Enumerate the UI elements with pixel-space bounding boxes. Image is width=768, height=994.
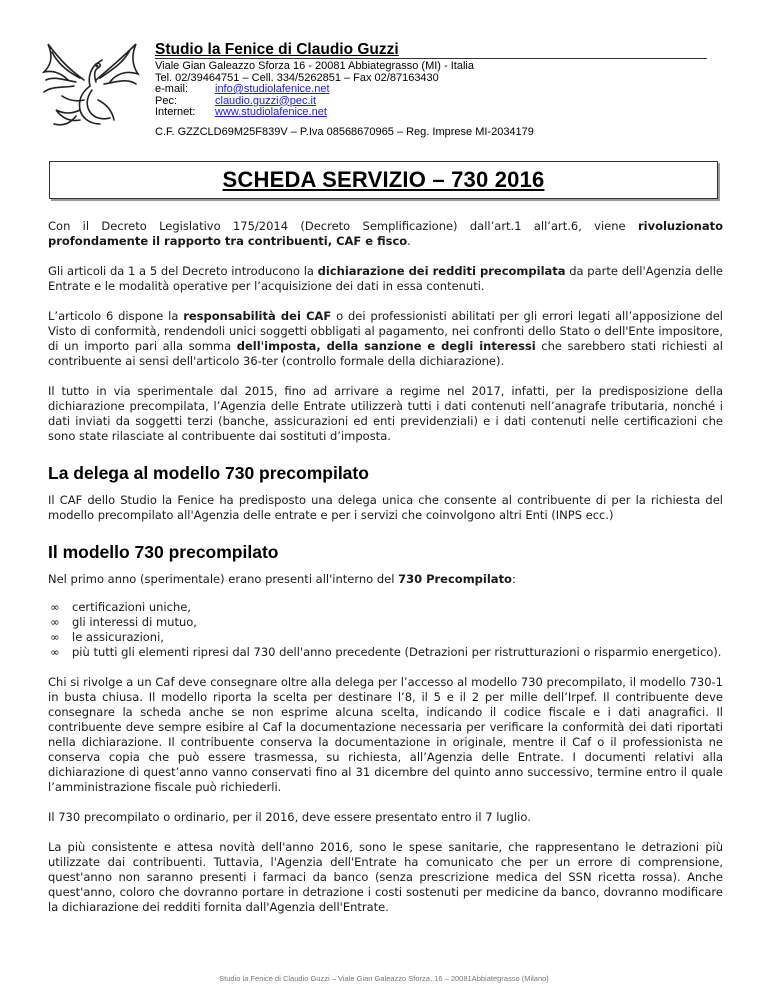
list-item	[48, 630, 723, 645]
list-item	[48, 645, 723, 660]
intro-paragraph-4: Il tutto in via sperimentale dal 2015, fino ad arrivare a regime nel 2017, infatti, per la predisposizione della dichiarazione precompilata, l’Agenzia delle Entrate utilizzerà tutti i dati contenuti nell’anagrafe tributaria, nonché i dati inviati da soggetti terzi (banche, assicurazioni ed enti previdenziali) e i dati contenuti nelle certificazioni che sono state rilasciate al contribuente dai sostituti d’imposta.	[48, 384, 723, 443]
list-lead	[48, 572, 723, 587]
intro-paragraph-2	[48, 264, 723, 294]
internet-label: Internet:	[155, 106, 196, 118]
bold-text: dichiarazione dei redditi precompilata	[317, 264, 566, 278]
list-item-text: gli interessi di mutuo,	[72, 615, 197, 629]
infinity-bullet-icon: ∞	[50, 645, 60, 659]
page-footer: Studio la Fenice di Claudio Guzzi – Viale Gian Galeazzo Sforza, 16 – 20081Abbiategrasso (Milano)	[219, 974, 549, 983]
bold-text: responsabilità dei CAF	[183, 309, 332, 323]
caf-paragraph: Chi si rivolge a un Caf deve consegnare oltre alla delega per l’accesso al modello 730 precompilato, il modello 730-1 in busta chiusa. Il modello riporta la scelta per destinare l’8, il 5 e il 2 per mille dell’Irpef. Il contribuente deve consegnare la scheda anche se non esprime alcuna scelta, indicando il codice fiscale e i dati anagrafici. Il contribuente deve sempre esibire al Caf la documentazione necessaria per verificare la conformità dei dati riportati nella dichiarazione. Il contribuente conserva la documentazione in originale, mentre il Caf o il professionista ne conserva copia che può essere trasmessa, su richiesta, all’Agenzia delle Entrate. I documenti relativi alla dichiarazione di quest’anno vanno conservati fino al 31 dicembre del quinto anno successivo, termine entro il quale l’amministrazione fiscale può richiederli.	[48, 675, 723, 794]
tax-id-line: C.F. GZZCLD69M25F839V – P.Iva 08568670965 – Reg. Imprese MI-2034179	[155, 126, 534, 138]
text-run: :	[511, 572, 516, 586]
document-body	[48, 219, 723, 930]
email-label: e-mail:	[155, 83, 189, 95]
bold-text: dell'imposta, della sanzione e degli interessi	[236, 339, 536, 353]
list-item	[48, 615, 723, 630]
text-run: da parte dell'Agenzia delle Entrate e le modalità operative per l’acquisizione dei dati in essa contenuti.	[48, 264, 723, 293]
text-run: Con il Decreto Legislativo 175/2014 (Decreto Semplificazione) dall’art.1 all’art.6, viene	[48, 219, 638, 233]
email-link[interactable]: info@studiolafenice.net	[215, 83, 330, 95]
spese-sanitarie-paragraph: La più consistente e attesa novità dell'anno 2016, sono le spese sanitarie, che rappresentano le detrazioni più utilizzate dai contribuenti. Tuttavia, l'Agenzia dell'Entrate ha comunicato che per un errore di comprensione, quest'anno non saranno presenti i farmaci da banco (senza prescrizione medica del SSN ricetta rossa). Anche quest'anno, coloro che dovranno portare in detrazione i costi sostenuti per medicine da banco, dovranno modificare la dichiarazione dei redditi fornita dall'Agenzia dell'Entrate.	[48, 840, 723, 914]
address-line: Viale Gian Galeazzo Sforza 16 - 20081 Abbiategrasso (MI) - Italia	[155, 60, 474, 72]
title-box	[49, 161, 718, 199]
infinity-bullet-icon: ∞	[50, 630, 60, 644]
list-item-text: le assicurazioni,	[72, 630, 164, 644]
section-heading-delega: La delega al modello 730 precompilato	[48, 463, 369, 483]
phone-line: Tel. 02/39464751 – Cell. 334/5262851 – Fax 02/87163430	[155, 71, 439, 84]
list-item	[48, 600, 723, 615]
deadline-paragraph: Il 730 precompilato o ordinario, per il 2016, deve essere presentato entro il 7 luglio.	[48, 810, 531, 824]
text-run: Nel primo anno (sperimentale) erano presenti all'interno del	[48, 572, 399, 586]
text-run: che sarebbero stati richiesti al contribuente ai sensi dell'articolo 36-ter (controllo formale della dichiarazione).	[48, 339, 724, 368]
infinity-bullet-icon: ∞	[50, 600, 60, 614]
delega-paragraph: Il CAF dello Studio la Fenice ha predisposto una delega unica che consente al contribuente di per la richiesta del modello precompilato all'Agenzia delle entrate e per i servizi che coinvolgono altri Enti (INPS ecc.)	[48, 493, 723, 522]
header-divider	[155, 58, 707, 59]
bold-text: 730 Precompilato	[398, 572, 512, 586]
section-heading-730: Il modello 730 precompilato	[48, 542, 279, 562]
website-link[interactable]: www.studiolafenice.net	[215, 106, 327, 118]
internet-row	[155, 107, 474, 119]
infinity-bullet-icon: ∞	[50, 615, 60, 629]
bold-text: rivoluzionato profondamente il rapporto tra contribuenti, CAF e fisco	[48, 219, 723, 248]
text-run: o dei professionisti abilitati per gli errori legati all’apposizione del Visto di conformità, rendendoli unici soggetti obbligati al pagamento, nei confronti dello Stato o dell'Ente impositore, di un importo pari alla somma	[48, 309, 724, 353]
text-run: Gli articoli da 1 a 5 del Decreto introducono la	[48, 264, 318, 278]
pec-link[interactable]: claudio.guzzi@pec.it	[215, 94, 317, 107]
text-run: .	[407, 234, 411, 248]
pec-label: Pec:	[155, 94, 178, 107]
text-run: L’articolo 6 dispone la	[48, 309, 184, 323]
list-item-text: certificazioni uniche,	[72, 600, 191, 614]
precompilato-list	[48, 600, 723, 660]
phoenix-logo	[40, 40, 140, 128]
contact-block	[155, 61, 474, 119]
document-title: SCHEDA SERVIZIO – 730 2016	[222, 167, 545, 192]
firm-name: Studio la Fenice di Claudio Guzzi	[155, 41, 399, 58]
intro-paragraph-1	[48, 219, 723, 249]
list-item-text: più tutti gli elementi ripresi dal 730 dell'anno precedente (Detrazioni per ristrutturazioni o risparmio energetico).	[72, 645, 722, 659]
intro-paragraph-3	[48, 309, 723, 369]
